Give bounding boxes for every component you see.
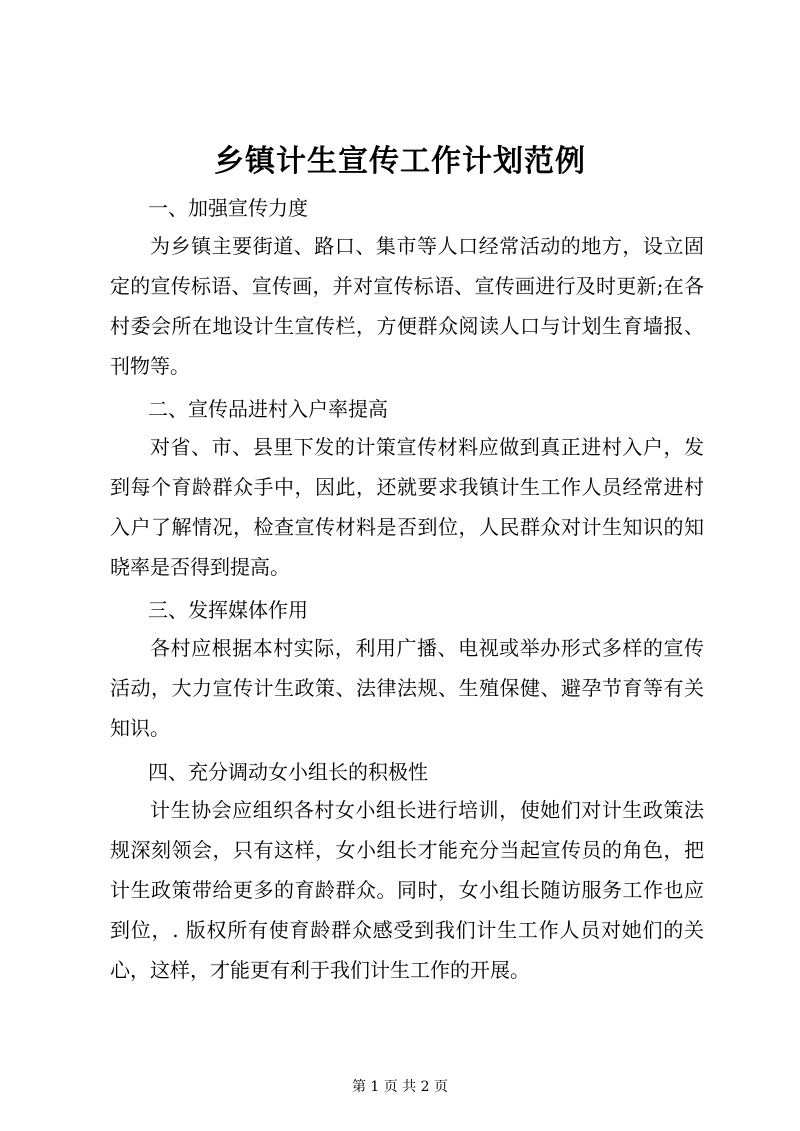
section-body-3: 各村应根据本村实际，利用广播、电视或举办形式多样的宣传活动，大力宣传计生政策、法律法规、生殖保健、避孕节育等有关知识。: [110, 636, 704, 740]
document-title: 乡镇计生宣传工作计划范例: [214, 144, 586, 179]
section-body-2: 对省、市、县里下发的计策宣传材料应做到真正进村入户，发到每个育龄群众手中，因此，还就要求我镇计生工作人员经常进村入户了解情况，检查宣传材料是否到位，人民群众对计生知识的知晓率是否得到提高。: [110, 435, 704, 579]
section-body-1: 为乡镇主要街道、路口、集市等人口经常活动的地方，设立固定的宣传标语、宣传画，并对宣传标语、宣传画进行及时更新;在各村委会所在地设计生宣传栏，方便群众阅读人口与计划生育墙报、刊物等。: [110, 234, 704, 378]
section-heading-1: 一、加强宣传力度: [148, 196, 308, 220]
section-body-4: 计生协会应组织各村女小组长进行培训，使她们对计生政策法规深刻领会，只有这样，女小组长才能充分当起宣传员的角色，把计生政策带给更多的育龄群众。同时，女小组长随访服务工作也应到位，. 版权所有使育龄群众感受到我们计生工作人员对她们的关心，这样，才能更有利于我们计生工作的开展。: [110, 798, 704, 982]
section-heading-2: 二、宣传品进村入户率提高: [148, 397, 388, 421]
section-heading-3: 三、发挥媒体作用: [148, 598, 308, 622]
section-heading-4: 四、充分调动女小组长的积极性: [148, 760, 428, 784]
page-number-footer: 第 1 页 共 2 页: [351, 1079, 449, 1095]
